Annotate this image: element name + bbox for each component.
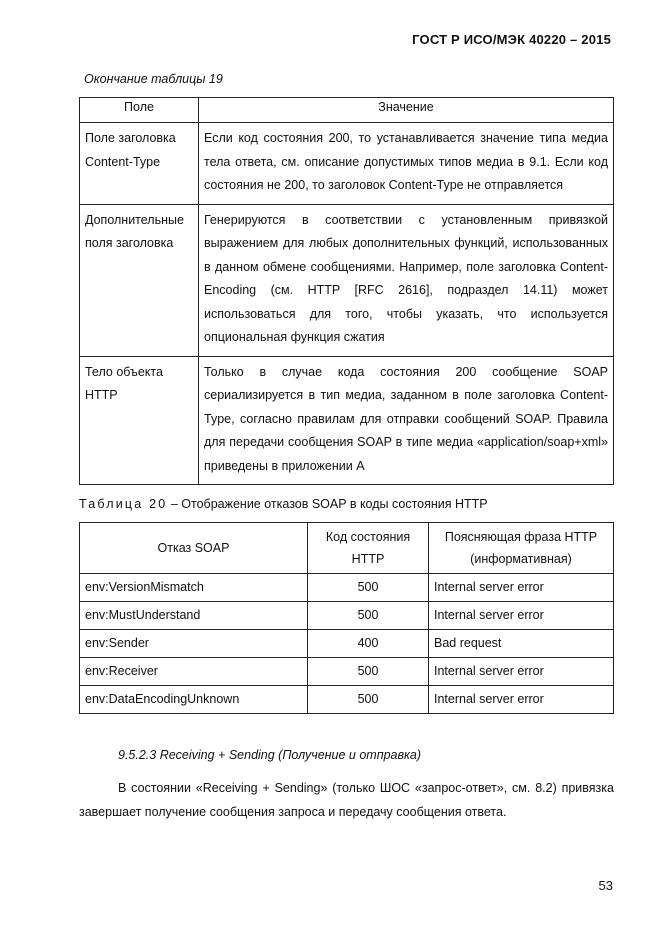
value-cell: Если код состояния 200, то устанавливается значение типа медиа тела ответа, см. описание допустимых типов медиа в 9.1. Если код состояния не 200, то заголовок Content-Type не отправляется xyxy=(199,123,614,205)
phrase-cell: Internal server error xyxy=(429,574,614,602)
section-title: 9.5.2.3 Receiving + Sending (Получение и отправка) xyxy=(118,748,422,762)
code-cell: 400 xyxy=(308,630,429,658)
column-header-value: Значение xyxy=(199,98,614,123)
code-cell: 500 xyxy=(308,658,429,686)
column-header-fault: Отказ SOAP xyxy=(80,523,308,574)
code-cell: 500 xyxy=(308,686,429,714)
phrase-cell: Internal server error xyxy=(429,686,614,714)
column-header-code: Код состояния HTTP xyxy=(308,523,429,574)
phrase-cell: Internal server error xyxy=(429,602,614,630)
code-cell: 500 xyxy=(308,602,429,630)
table-header-row xyxy=(80,98,614,123)
table-row xyxy=(80,686,614,714)
fault-cell: env:DataEncodingUnknown xyxy=(80,686,308,714)
table-header-row xyxy=(80,523,614,574)
field-cell: Дополнительные поля заголовка xyxy=(80,204,199,356)
fault-cell: env:Sender xyxy=(80,630,308,658)
table20-caption-title: – Отображение отказов SOAP в коды состояния HTTP xyxy=(167,497,488,511)
fault-cell: env:Receiver xyxy=(80,658,308,686)
table-row xyxy=(80,602,614,630)
field-cell: Поле заголовка Content-Type xyxy=(80,123,199,205)
field-cell: Тело объекта HTTP xyxy=(80,356,199,485)
table20-caption-number: Таблица 20 xyxy=(79,497,168,511)
value-cell: Только в случае кода состояния 200 сообщение SOAP сериализируется в тип медиа, заданном в поле заголовка Content-Type, согласно правилам для отправки сообщений SOAP. Правила для передачи сообщения SOAP в типе медиа «application/soap+xml» приведены в приложении А xyxy=(199,356,614,485)
value-cell: Генерируются в соответствии с установленным привязкой выражением для любых дополнительных функций, использованных в данном обмене сообщениями. Например, поле заголовка Content-Encoding (см. HTTP [RFC 2616], подраздел 14.11) может использоваться для того, чтобы указать, что используется опциональная функция сжатия xyxy=(199,204,614,356)
column-header-field: Поле xyxy=(80,98,199,123)
phrase-cell: Internal server error xyxy=(429,658,614,686)
table-row xyxy=(80,123,614,205)
page-number: 53 xyxy=(598,878,613,893)
phrase-cell: Bad request xyxy=(429,630,614,658)
table19-caption: Окончание таблицы 19 xyxy=(84,72,223,86)
table-row xyxy=(80,204,614,356)
table-20 xyxy=(79,522,614,714)
table-row xyxy=(80,356,614,485)
code-cell: 500 xyxy=(308,574,429,602)
table-row xyxy=(80,658,614,686)
document-header: ГОСТ Р ИСО/МЭК 40220 – 2015 xyxy=(412,32,611,47)
table-row xyxy=(80,574,614,602)
table-19 xyxy=(79,97,614,485)
fault-cell: env:VersionMismatch xyxy=(80,574,308,602)
column-header-phrase: Поясняющая фраза HTTP (информативная) xyxy=(429,523,614,574)
table20-caption xyxy=(79,497,488,511)
body-paragraph: В состоянии «Receiving + Sending» (только ШОС «запрос-ответ», см. 8.2) привязка завершает получение сообщения запроса и передачу сообщения ответа. xyxy=(79,781,614,819)
fault-cell: env:MustUnderstand xyxy=(80,602,308,630)
table-row xyxy=(80,630,614,658)
